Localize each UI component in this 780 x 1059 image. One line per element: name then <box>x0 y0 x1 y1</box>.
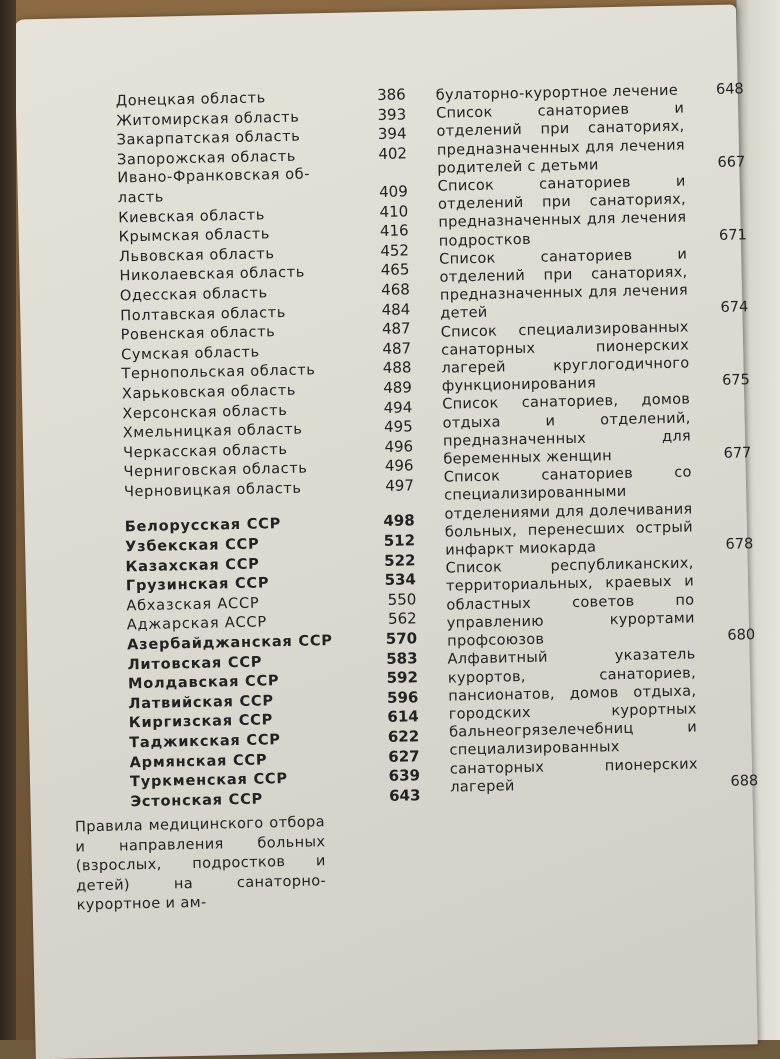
toc-page-number: 570 <box>385 629 418 648</box>
toc-entry-name: Одесская область <box>119 285 268 305</box>
toc-entry-text: Список республиканских, территориальных, краевых и областных советов по управлению курортами профсоюзов <box>445 555 695 650</box>
toc-page-number: 671 <box>718 226 747 244</box>
toc-page-number: 550 <box>387 590 417 609</box>
toc-page-number: 393 <box>377 104 407 124</box>
toc-entry <box>435 100 746 178</box>
toc-page-number: 489 <box>383 378 413 397</box>
toc-entry-name: Тернопольская область <box>121 362 316 383</box>
toc-page-number: 512 <box>383 531 416 550</box>
toc-entry-name: Белорусская ССР <box>124 516 282 536</box>
toc-entry <box>442 391 752 469</box>
toc-entry-name: Черниговская область <box>123 460 308 481</box>
toc-page-number: 488 <box>382 358 412 378</box>
rules-paragraph: Правила медицинского отбора и направления больных (взрослых, подростков и детей) на санаторно-курортное и ам- <box>74 814 327 914</box>
toc-page-number: 627 <box>388 746 420 766</box>
toc-entry-name: Армянская ССР <box>129 752 268 771</box>
toc-page-number: 688 <box>730 772 759 790</box>
toc-entry-text: булаторно-курортное лечение <box>435 82 679 104</box>
toc-page-number: 487 <box>381 319 411 339</box>
toc-page-number: 596 <box>386 688 419 707</box>
toc-page-number: 452 <box>380 241 410 260</box>
toc-page-number: 386 <box>376 85 406 104</box>
toc-page-number: 677 <box>723 445 752 462</box>
toc-entry-name: Закарпатская область <box>116 128 301 149</box>
toc-entry-name: Эстонская ССР <box>130 791 264 811</box>
book-page <box>14 4 758 1059</box>
toc-entry-text: Список санаториев и отделений при санаториях, предназначенных для лечения подростков <box>437 173 687 250</box>
toc-entry-name: Грузинская ССР <box>125 575 270 595</box>
toc-page-number: 402 <box>378 144 408 163</box>
toc-page-number: 484 <box>381 299 411 319</box>
toc-entry-name: Харьковская область <box>121 382 297 403</box>
toc-page-number: 494 <box>383 397 413 417</box>
toc-page-number: 534 <box>384 570 417 590</box>
toc-entry-name: Крымская область <box>118 226 271 246</box>
toc-page-number: 468 <box>380 280 411 299</box>
toc-entry-name: Абхазская АССР <box>126 595 260 615</box>
toc-entry-name: Литовская ССР <box>127 654 263 673</box>
toc-page-number: 678 <box>725 536 754 553</box>
toc-entry-name: Николаевская область <box>119 264 306 285</box>
toc-entry-name: Азербайджанская ССР <box>127 633 333 654</box>
toc-entry-name: Полтавская область <box>120 304 287 324</box>
toc-page-number: 674 <box>720 299 749 317</box>
toc-page-number: 583 <box>386 648 418 668</box>
toc-entry-text: Список санаториев и отделений при санаториях, предназначенных для лечения детей <box>439 246 689 323</box>
book-spine-shadow <box>0 0 16 1040</box>
toc-entry-name: Херсонская область <box>122 402 288 422</box>
toc-entry-name: Ровенская область <box>120 324 276 344</box>
toc-entry <box>440 318 750 396</box>
right-column-entries <box>435 80 759 796</box>
toc-page-number: 498 <box>383 511 415 531</box>
toc-entry-name: ласть <box>117 189 165 207</box>
toc-entry-name: Житомирская область <box>116 109 300 130</box>
toc-entry <box>439 245 749 323</box>
toc-page-number: 643 <box>388 786 421 805</box>
toc-page-number: 410 <box>379 201 409 221</box>
toc-page-number: 416 <box>379 221 409 241</box>
toc-entry-name: Сумская область <box>120 344 260 364</box>
toc-page-number: 622 <box>387 727 420 746</box>
toc-page-number: 496 <box>384 436 414 456</box>
toc-page-number: 487 <box>382 339 412 358</box>
toc-page-number: 675 <box>721 372 750 390</box>
toc-page-number: 409 <box>378 182 408 201</box>
toc-entry-name: Киргизская ССР <box>128 712 274 732</box>
toc-entry-name: Киевская область <box>118 206 266 226</box>
toc-page-number: 614 <box>387 707 419 727</box>
toc-entry-text: Список специализированных санаторных пионерских лагерей круглогодичного функционирования <box>440 319 690 395</box>
toc-page-number: 680 <box>727 627 756 644</box>
toc-page-number: 562 <box>387 609 417 629</box>
toc-entry <box>443 464 754 560</box>
toc-entry-name: Ивано-Франковская об- <box>117 166 311 187</box>
toc-page-number: 667 <box>717 154 746 171</box>
toc-entry-name: Узбекская ССР <box>124 536 260 556</box>
toc-page-number: 497 <box>385 476 415 495</box>
toc-entry-text: Список санаториев со специализированными отделениями для долечивания больных, перенесших острый инфаркт миокарда <box>443 464 694 559</box>
toc-page-number: 496 <box>384 456 414 476</box>
toc-entry <box>437 173 747 251</box>
toc-page-number: 639 <box>388 766 421 786</box>
toc-entry-name: Латвийская ССР <box>128 693 274 713</box>
toc-entry-name: Донецкая область <box>115 90 266 110</box>
toc-entry-name: Молдавская ССР <box>127 673 280 693</box>
toc-entry-name: Черкасская область <box>123 441 288 462</box>
toc-page-number: 465 <box>380 260 410 280</box>
toc-page-number: 648 <box>715 81 744 98</box>
toc-entry-text: Список санаториев, домов отдыха и отделений, предназначенных для беременных женщин <box>442 391 692 468</box>
toc-page-number: 592 <box>386 668 419 688</box>
toc-entry-name: Запорожская область <box>116 148 297 169</box>
toc-page-number: 495 <box>383 417 413 436</box>
toc-entry <box>445 555 756 651</box>
toc-entry-text: Алфавитный указатель курортов, санаториев, пансионатов, домов отдыха, городских курортных бальнеогрязелечебниц и специализированных санаторных пионерских лагерей <box>447 646 698 796</box>
toc-entry-name: Хмельницкая область <box>122 421 303 442</box>
toc-page-number: 394 <box>377 124 407 144</box>
toc-entry-name: Львовская область <box>118 245 275 266</box>
toc-page-number: 522 <box>383 550 416 570</box>
toc-entry-name: Казахская ССР <box>125 556 260 575</box>
toc-entry-text: Список санаториев и отделений при санаториях, предназначенных для лечения родителей с детьми <box>435 100 686 177</box>
toc-entry-name: Аджарская АССР <box>126 614 268 634</box>
toc-entry <box>447 646 759 797</box>
toc-entry-name: Туркменская ССР <box>129 771 288 791</box>
regions-list <box>116 85 421 811</box>
toc-entry-name: Таджикская ССР <box>129 732 281 752</box>
toc-entry-name: Черновицкая область <box>123 480 302 501</box>
